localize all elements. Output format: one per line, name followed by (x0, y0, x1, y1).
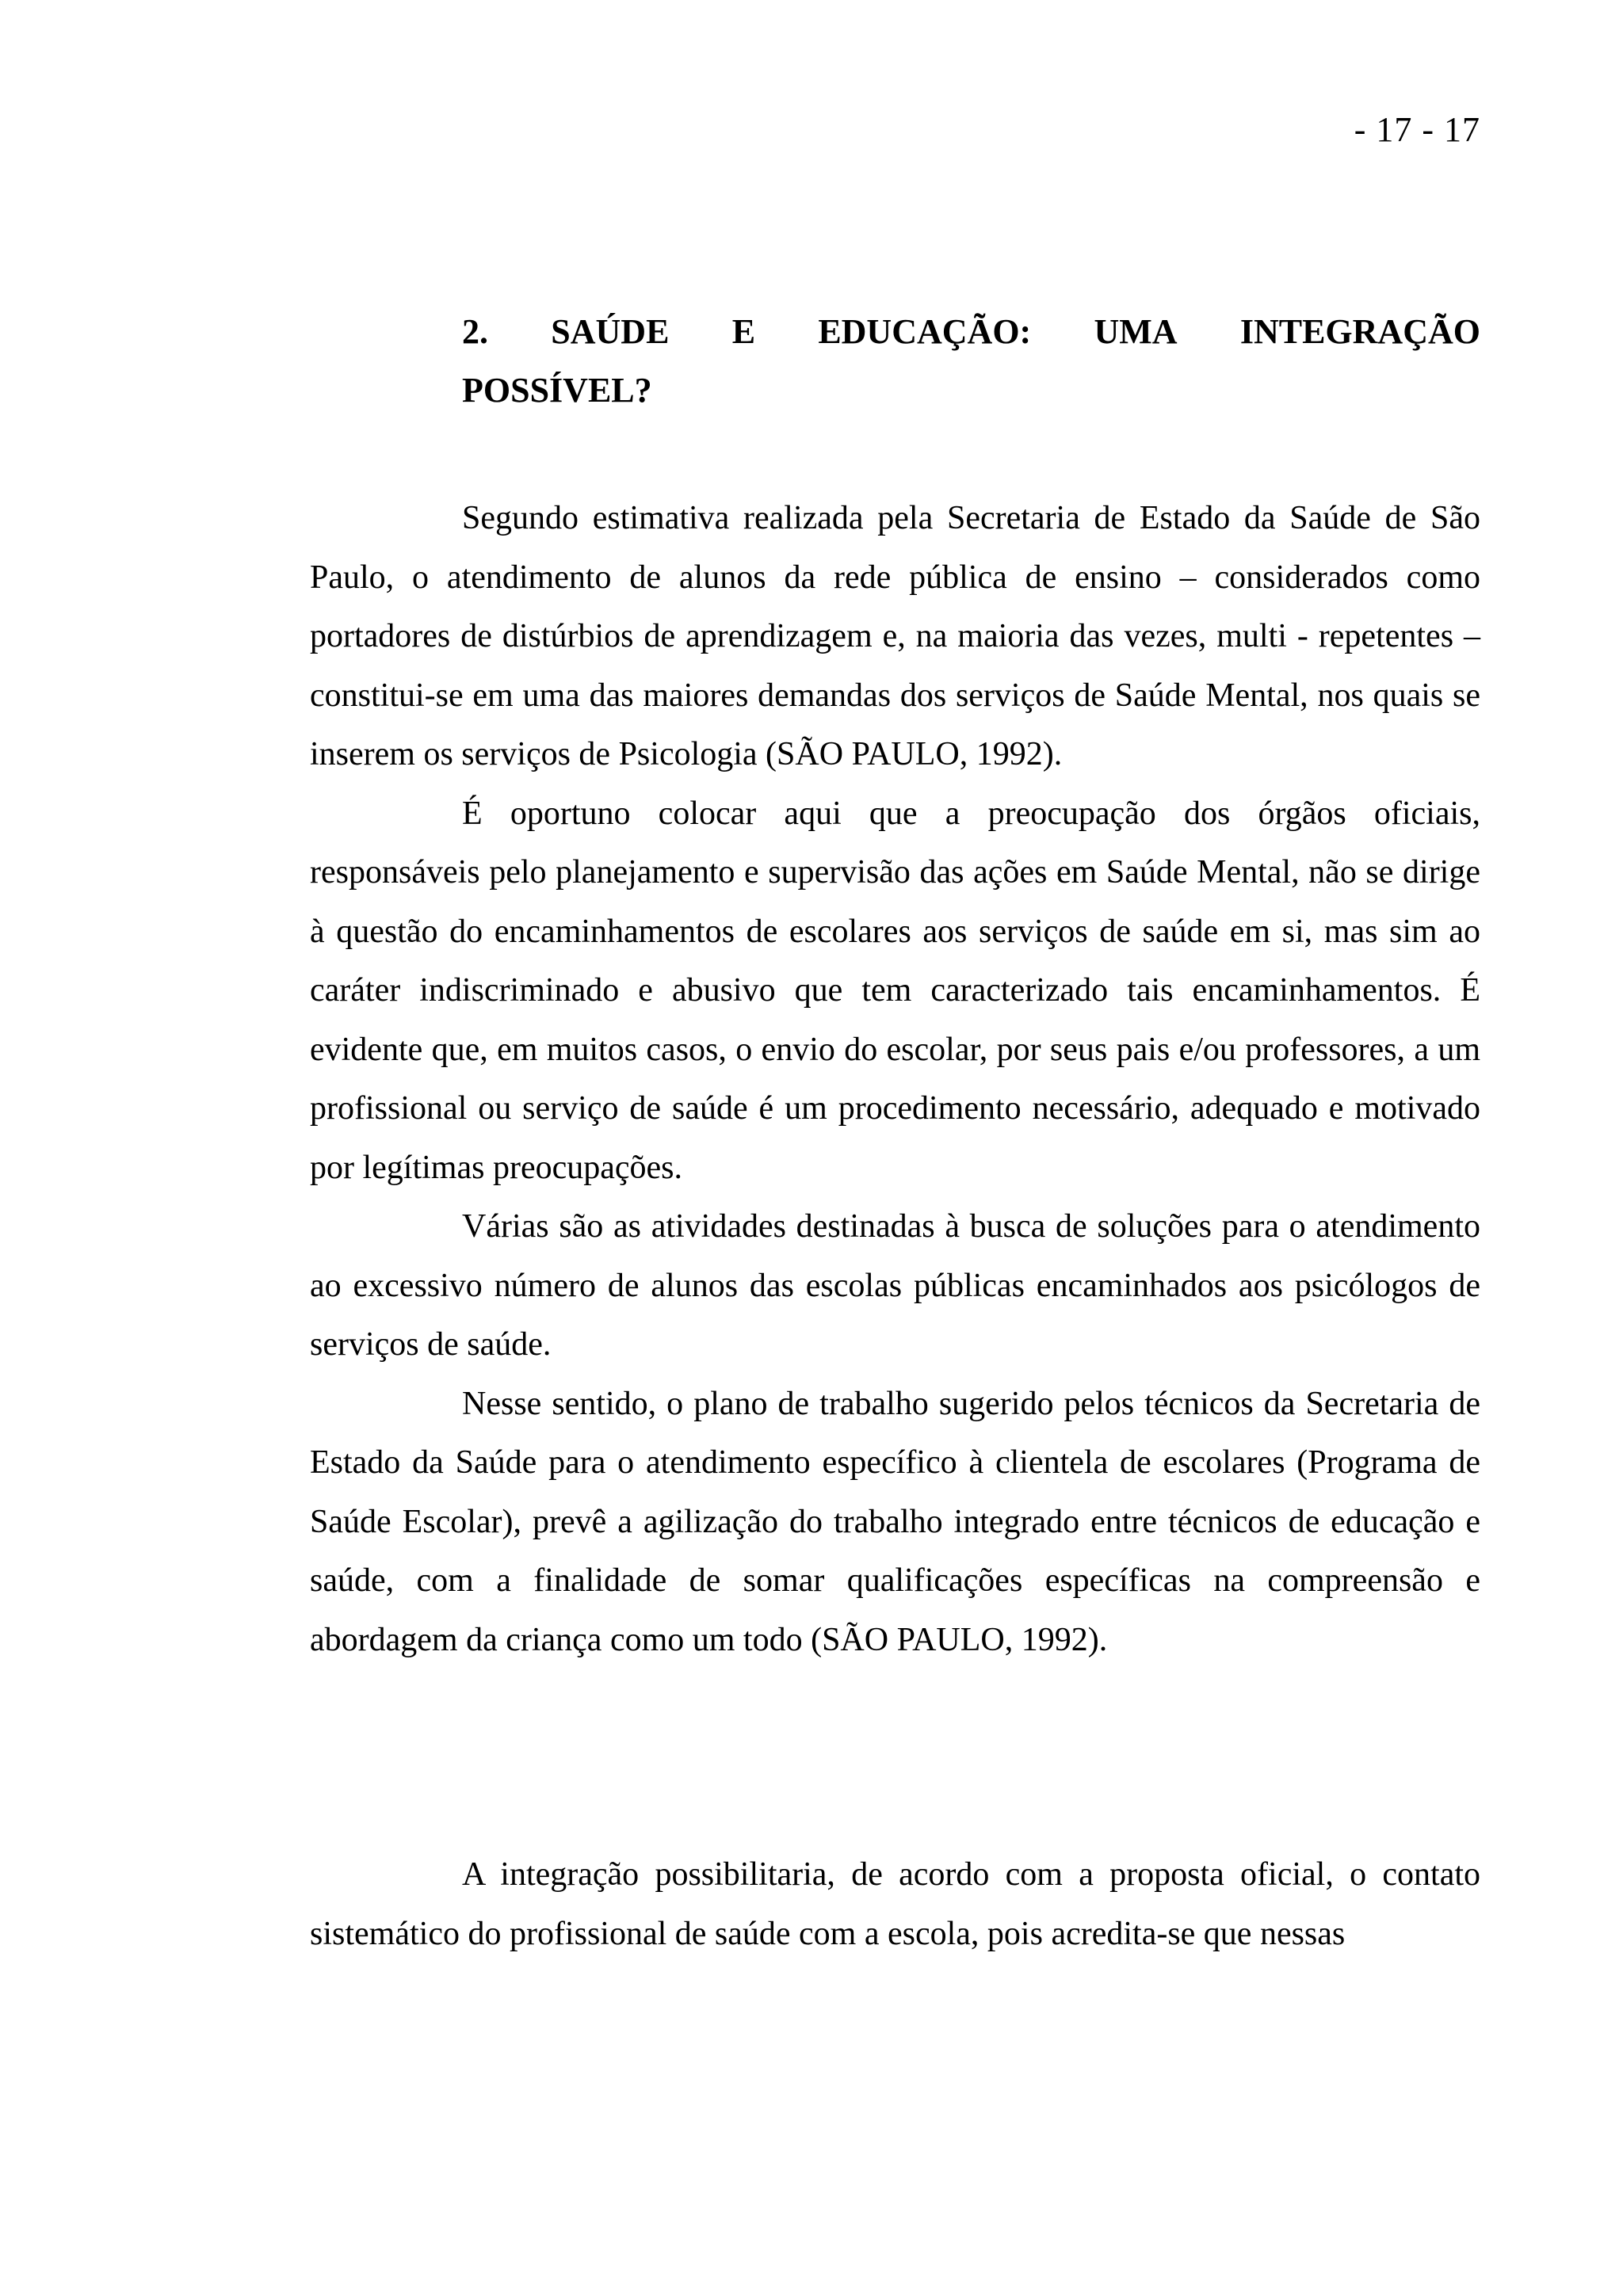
heading-word: 2. (462, 312, 488, 351)
page-number: - 17 - 17 (1354, 110, 1480, 149)
heading-word: SAÚDE (551, 312, 670, 351)
paragraph: Nesse sentido, o plano de trabalho sugerido pelos técnicos da Secretaria de Estado da Saúde para o atendimento específico à clientela de escolares (Programa de Saúde Escolar), prevê a agilização do trabalho integrado entre técnicos de educação e saúde, com a finalidade de somar qualificações específicas na compreensão e abordagem da criança como um todo (SÃO PAULO, 1992). (310, 1385, 1480, 1658)
paragraph: A integração possibilitaria, de acordo com a proposta oficial, o contato sistemático do profissional de saúde com a escola, pois acredita-se que nessas (310, 1856, 1480, 1952)
heading-line-2: POSSÍVEL? (462, 371, 652, 410)
heading-word: E (731, 312, 756, 351)
heading-word: INTEGRAÇÃO (1239, 312, 1480, 351)
body-text (310, 489, 1480, 1669)
heading-line-1 (462, 303, 1480, 361)
body-text-continued (310, 1845, 1480, 1963)
paragraph: Segundo estimativa realizada pela Secretaria de Estado da Saúde de São Paulo, o atendimento de alunos da rede pública de ensino – considerados como portadores de distúrbios de aprendizagem e, na maioria das vezes, multi - repetentes – constitui-se em uma das maiores demandas dos serviços de Saúde Mental, nos quais se inserem os serviços de Psicologia (SÃO PAULO, 1992). (310, 500, 1480, 772)
heading-word: UMA (1094, 312, 1178, 351)
heading-word: EDUCAÇÃO: (818, 312, 1032, 351)
section-heading (462, 303, 1480, 420)
paragraph: É oportuno colocar aqui que a preocupação dos órgãos oficiais, responsáveis pelo planejamento e supervisão das ações em Saúde Mental, não se dirige à questão do encaminhamentos de escolares aos serviços de saúde em si, mas sim ao caráter indiscriminado e abusivo que tem caracterizado tais encaminhamentos. É evidente que, em muitos casos, o envio do escolar, por seus pais e/ou professores, a um profissional ou serviço de saúde é um procedimento necessário, adequado e motivado por legítimas preocupações. (310, 795, 1480, 1186)
paragraph: Várias são as atividades destinadas à busca de soluções para o atendimento ao excessivo número de alunos das escolas públicas encaminhados aos psicólogos de serviços de saúde. (310, 1208, 1480, 1363)
